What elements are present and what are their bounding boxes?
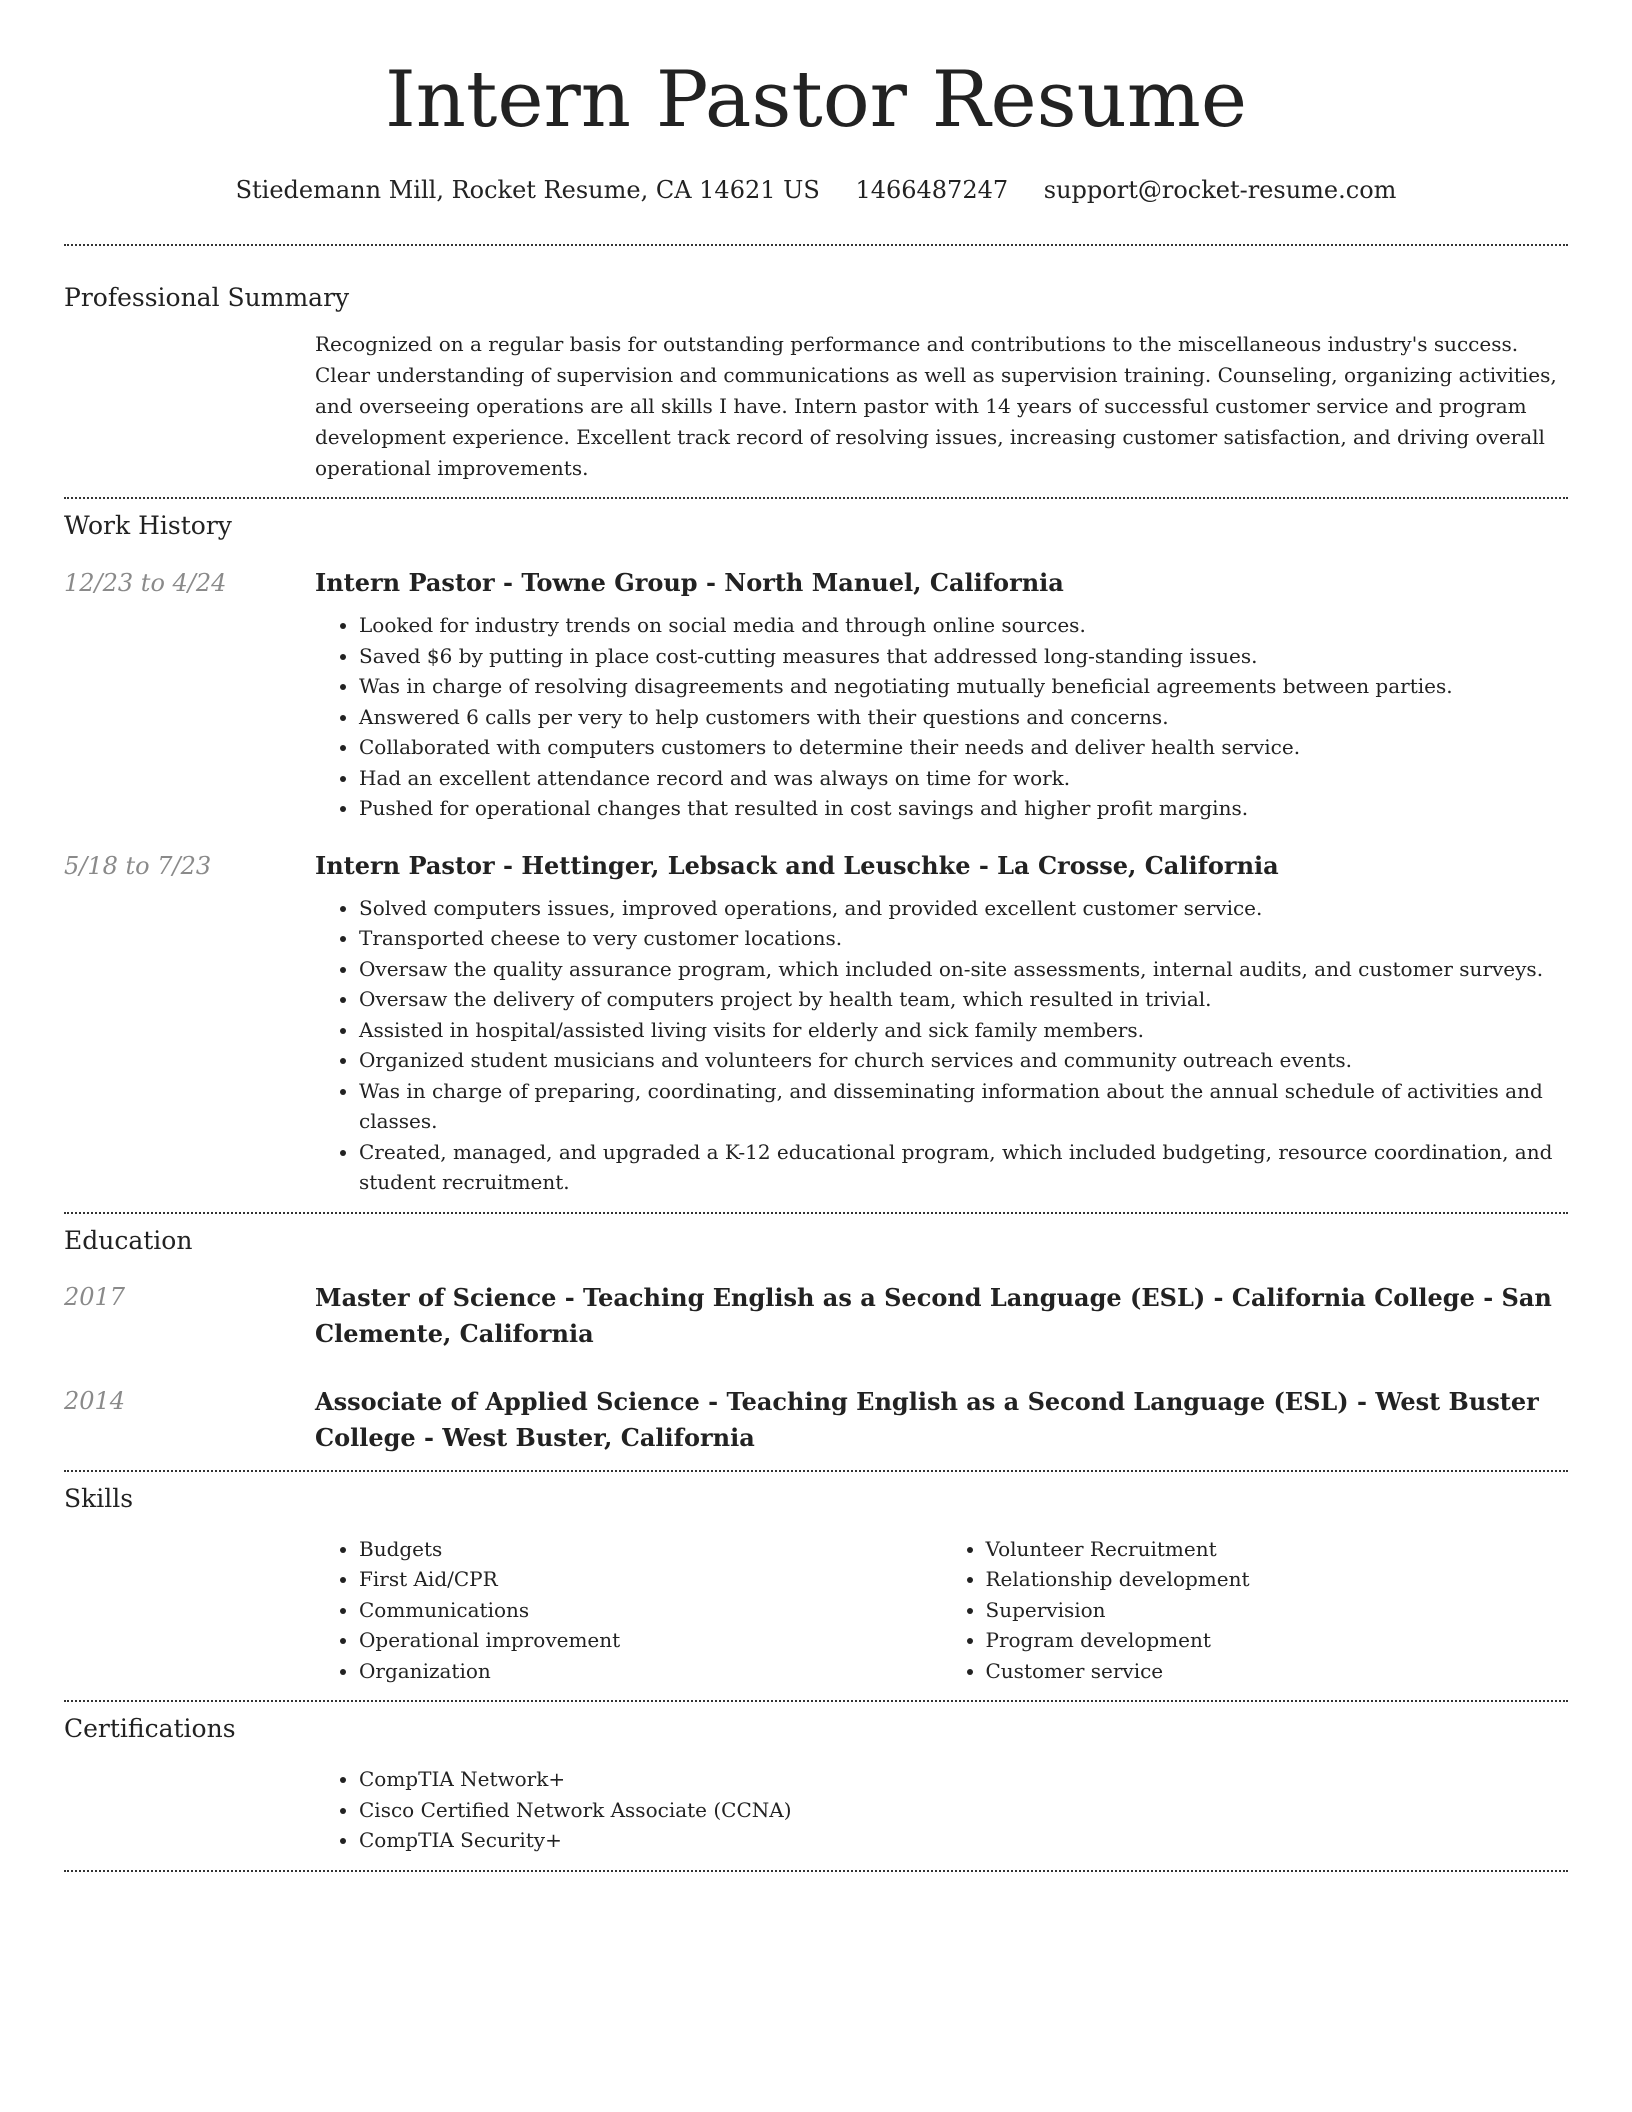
job-entry — [64, 566, 1568, 824]
certifications-heading: Certifications — [64, 1714, 236, 1743]
job-bullet: • Collaborated with computers customers to determine their needs and deliver health service. — [359, 732, 1568, 763]
skills-section — [64, 1472, 1568, 1687]
job-title: Intern Pastor - Hettinger, Lebsack and Leuschke - La Crosse, California — [315, 850, 1279, 880]
summary-text: Recognized on a regular basis for outstanding performance and contributions to the miscellaneous industry's success. Clear understanding of supervision and communications as well as supervision training. Counseling, organizing activities, and overseeing operations are all skills I have. Intern pastor with 14 years of successful customer service and program development experience. Excellent track record of resolving issues, increasing customer satisfaction, and driving overall operational improvements. — [315, 332, 1557, 480]
education-title: Master of Science - Teaching English as a Second Language (ESL) - California College - San Clemente, California — [315, 1282, 1552, 1348]
job-entry — [64, 849, 1568, 1198]
job-bullet: • Pushed for operational changes that resulted in cost savings and higher profit margins. — [359, 793, 1568, 824]
education-year: 2017 — [64, 1282, 126, 1311]
certifications-list — [315, 1764, 1568, 1856]
skill-item: • Volunteer Recruitment — [986, 1534, 1569, 1565]
contact-phone: 1466487247 — [855, 176, 1009, 204]
skills-column-right — [942, 1534, 1569, 1687]
skill-item: • Organization — [359, 1656, 942, 1687]
job-bullet: • Was in charge of resolving disagreements and negotiating mutually beneficial agreements between parties. — [359, 671, 1568, 702]
certification-item: • Cisco Certified Network Associate (CCNA) — [359, 1795, 1568, 1826]
education-section — [64, 1214, 1568, 1456]
certification-item: • CompTIA Security+ — [359, 1825, 1568, 1856]
job-bullet: • Oversaw the delivery of computers project by health team, which resulted in trivial. — [359, 984, 1568, 1015]
education-heading: Education — [64, 1225, 193, 1255]
summary-section — [64, 246, 1568, 484]
job-bullet: • Created, managed, and upgraded a K-12 educational program, which included budgeting, resource coordination, and student recruitment. — [359, 1137, 1568, 1198]
job-title: Intern Pastor - Towne Group - North Manuel, California — [315, 568, 1064, 597]
job-bullet: • Assisted in hospital/assisted living visits for elderly and sick family members. — [359, 1015, 1568, 1046]
skill-item: • Operational improvement — [359, 1625, 942, 1656]
job-bullet: • Answered 6 calls per very to help customers with their questions and concerns. — [359, 702, 1568, 733]
job-dates: 5/18 to 7/23 — [64, 851, 212, 880]
resume-title: Intern Pastor Resume — [384, 55, 1248, 145]
education-year: 2014 — [64, 1386, 126, 1415]
job-dates: 12/23 to 4/24 — [64, 569, 227, 597]
education-entry — [64, 1384, 1568, 1456]
contact-address: Stiedemann Mill, Rocket Resume, CA 14621 US — [235, 176, 820, 204]
job-bullet: • Transported cheese to very customer locations. — [359, 923, 1568, 954]
skill-item: • Customer service — [986, 1656, 1569, 1687]
skills-list — [315, 1534, 1568, 1687]
skill-item: • Relationship development — [986, 1564, 1569, 1595]
contact-line — [64, 174, 1568, 206]
job-bullet: • Solved computers issues, improved operations, and provided excellent customer service. — [359, 893, 1568, 924]
job-bullet: • Saved $6 by putting in place cost-cutting measures that addressed long-standing issues. — [359, 641, 1568, 672]
skill-item: • Communications — [359, 1595, 942, 1626]
work-heading: Work History — [64, 511, 232, 540]
summary-heading: Professional Summary — [64, 283, 350, 312]
certifications-section — [64, 1702, 1568, 1856]
skill-item: • First Aid/CPR — [359, 1564, 942, 1595]
education-entry — [64, 1280, 1568, 1352]
certification-item: • CompTIA Network+ — [359, 1764, 1568, 1795]
contact-email: support@rocket-resume.com — [1043, 176, 1397, 204]
divider — [64, 1870, 1568, 1872]
job-bullet: • Organized student musicians and volunteers for church services and community outreach events. — [359, 1045, 1568, 1076]
job-bullet: • Looked for industry trends on social media and through online sources. — [359, 610, 1568, 641]
skill-item: • Program development — [986, 1625, 1569, 1656]
skill-item: • Supervision — [986, 1595, 1569, 1626]
job-bullets — [315, 610, 1568, 824]
job-bullets — [315, 893, 1568, 1198]
job-bullet: • Was in charge of preparing, coordinating, and disseminating information about the annual schedule of activities and classes. — [359, 1076, 1568, 1137]
work-section — [64, 499, 1568, 1198]
skills-column-left — [315, 1534, 942, 1687]
skills-heading: Skills — [64, 1483, 134, 1513]
education-title: Associate of Applied Science - Teaching English as a Second Language (ESL) - West Buster College - West Buster, California — [315, 1386, 1539, 1452]
job-bullet: • Had an excellent attendance record and was always on time for work. — [359, 763, 1568, 794]
skill-item: • Budgets — [359, 1534, 942, 1565]
job-bullet: • Oversaw the quality assurance program, which included on-site assessments, internal audits, and customer surveys. — [359, 954, 1568, 985]
